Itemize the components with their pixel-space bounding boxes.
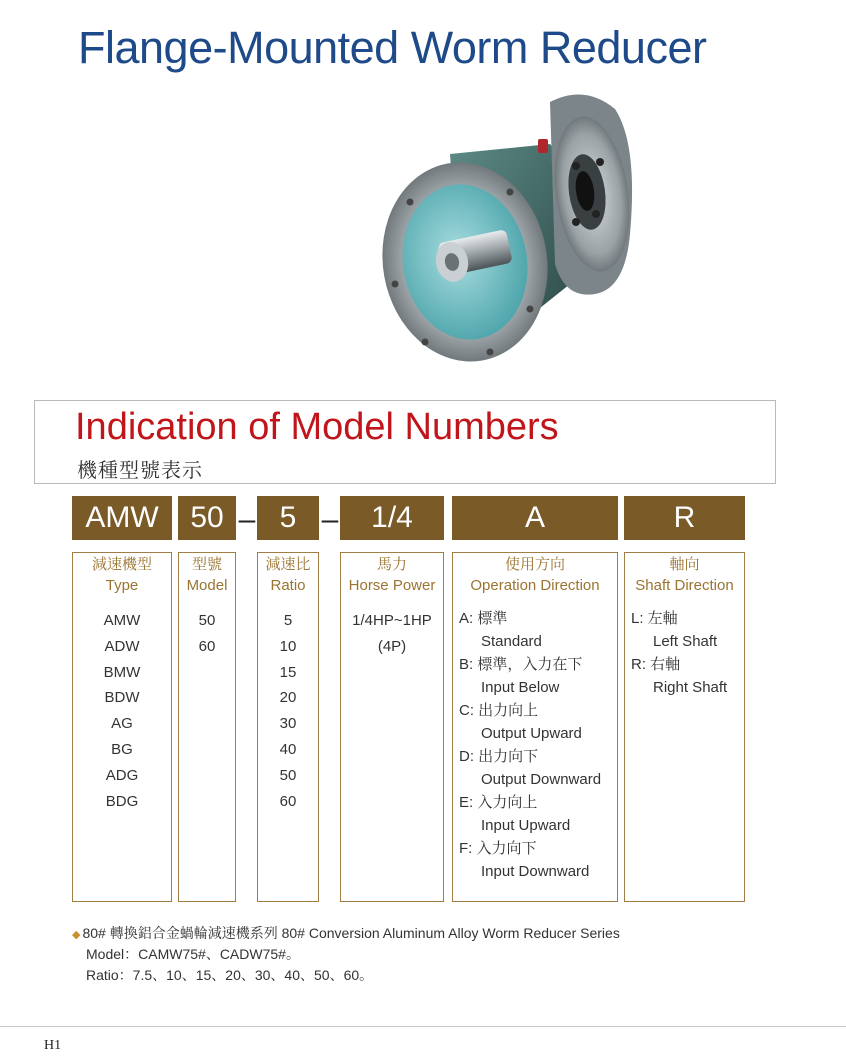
model-line: Model：CAMW75#、CADW75#。 <box>86 946 300 962</box>
list-item: BDG <box>105 792 139 810</box>
code-direction: A <box>452 496 618 540</box>
shaft-desc: Right Shaft <box>653 679 728 696</box>
list-item: 15 <box>279 663 297 681</box>
list-item: 50 <box>279 766 297 784</box>
direction-code: F: 入力向下 <box>459 840 537 857</box>
list-item: 50 <box>198 612 216 629</box>
direction-desc: Standard <box>481 633 542 650</box>
list-item: 60 <box>279 792 297 810</box>
list-item <box>631 653 744 699</box>
list-item <box>459 837 617 883</box>
ratio-line: Ratio：7.5、10、15、20、30、40、50、60。 <box>86 967 374 983</box>
power-column <box>340 552 444 902</box>
column-header-zh: 使用方向 <box>504 556 565 573</box>
direction-desc: Output Downward <box>481 771 602 788</box>
code-ratio: 5 <box>257 496 319 540</box>
column-header-en: Type <box>105 577 139 594</box>
footer-divider <box>0 1026 846 1027</box>
worm-reducer-image <box>380 84 640 374</box>
list-item: 1/4HP~1HP <box>352 612 432 629</box>
direction-desc: Input Upward <box>481 817 571 834</box>
shaft-code: R: 右軸 <box>631 656 681 673</box>
code-dash: – <box>238 503 256 536</box>
column-header-zh: 減速機型 <box>91 556 152 573</box>
shaft-code: L: 左軸 <box>631 610 678 627</box>
column-header-zh: 馬力 <box>376 556 407 573</box>
code-shaft: R <box>624 496 745 540</box>
type-column <box>72 552 172 902</box>
list-item: 5 <box>283 612 293 629</box>
list-item: 30 <box>279 715 297 733</box>
list-item: BDW <box>104 689 140 707</box>
shaft-column <box>624 552 745 902</box>
list-item: 40 <box>279 740 297 758</box>
column-header-zh: 型號 <box>191 556 222 573</box>
column-header-zh: 軸向 <box>669 556 700 573</box>
indication-header <box>34 400 776 484</box>
code-model: 50 <box>178 496 236 540</box>
diamond-bullet-icon: ◆ <box>72 929 81 941</box>
direction-desc: Output Upward <box>481 725 582 742</box>
list-item: BG <box>111 740 133 758</box>
list-item: (4P) <box>377 637 407 655</box>
list-item: ADG <box>105 766 139 784</box>
direction-code: E: 入力向上 <box>459 794 538 811</box>
direction-column <box>452 552 618 902</box>
list-item <box>459 699 617 745</box>
direction-code: D: 出力向下 <box>459 748 539 765</box>
ratio-column <box>257 552 319 902</box>
list-item: ADW <box>104 637 140 655</box>
list-item: AG <box>111 715 133 733</box>
column-header-en: Operation Direction <box>470 577 600 594</box>
indication-title-zh: 機種型號表示 <box>77 460 203 482</box>
list-item <box>631 607 744 653</box>
column-header-en: Shaft Direction <box>635 577 734 594</box>
column-header-en: Ratio <box>270 577 306 594</box>
list-item <box>459 653 617 699</box>
series-notes <box>72 923 620 986</box>
direction-code: B: 標準，入力在下 <box>459 656 583 673</box>
column-header-en: Model <box>186 577 228 594</box>
list-item <box>459 791 617 837</box>
list-item: 10 <box>279 637 297 655</box>
list-item: 60 <box>198 637 216 655</box>
series-line <box>72 923 620 944</box>
direction-code: A: 標準 <box>459 610 508 627</box>
page-number: H1 <box>44 1038 62 1053</box>
list-item <box>459 745 617 791</box>
code-power: 1/4 <box>340 496 444 540</box>
indication-title: Indication of Model Numbers <box>75 406 559 448</box>
page-title: Flange-Mounted Worm Reducer <box>78 22 707 73</box>
column-header-zh: 減速比 <box>265 556 311 573</box>
column-header-en: Horse Power <box>348 577 436 594</box>
model-column <box>178 552 236 902</box>
shaft-desc: Left Shaft <box>653 633 718 650</box>
list-item: AMW <box>103 612 141 629</box>
code-dash: – <box>321 503 339 536</box>
direction-code: C: 出力向上 <box>459 702 539 719</box>
list-item: BMW <box>103 663 141 681</box>
direction-desc: Input Downward <box>481 863 590 880</box>
list-item <box>459 607 617 653</box>
series-text: 80# 轉換鋁合金蝸輪減速機系列 80# Conversion Aluminum Alloy Worm Reducer Series <box>82 925 620 941</box>
direction-desc: Input Below <box>481 679 560 696</box>
code-type: AMW <box>72 496 172 540</box>
list-item: 20 <box>279 689 297 707</box>
